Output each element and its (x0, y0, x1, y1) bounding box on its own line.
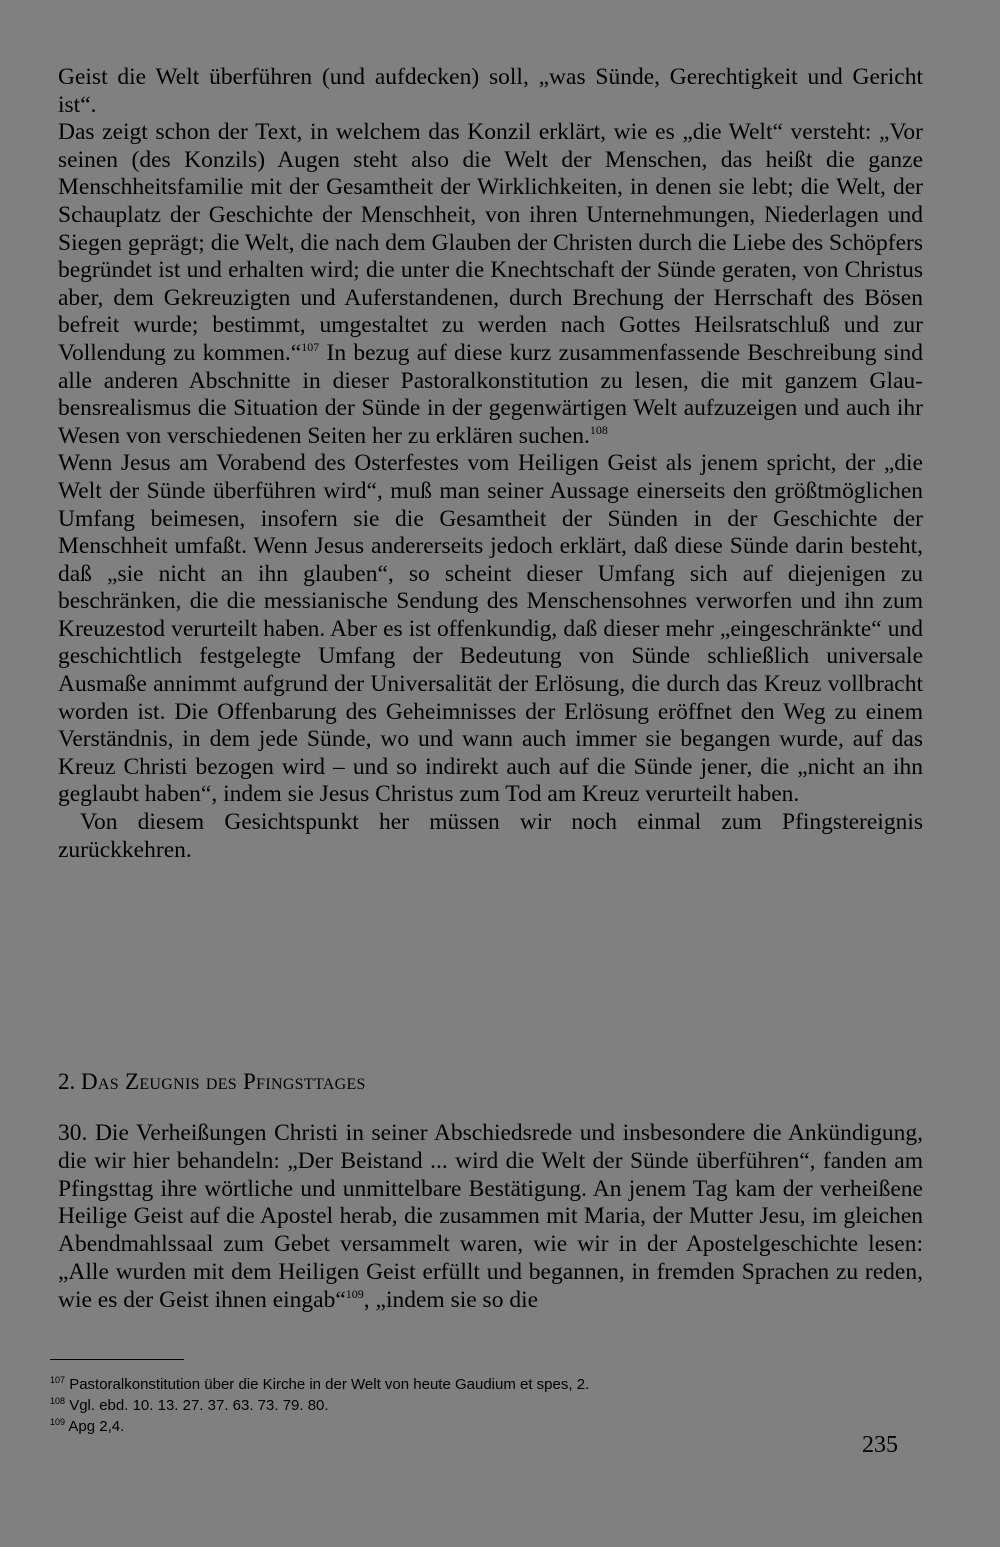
footnote-ref-107: 107 (301, 339, 320, 354)
body-text (58, 64, 923, 864)
section-30-text (58, 1120, 923, 1315)
section-title: Das Zeugnis des Pfingsttages (81, 1069, 366, 1094)
footnote-108: $^{108}$ Vgl. ebd. 10. 13. 27. 37. 63. 73. 79. 80. (50, 1396, 329, 1414)
footnote-109: $^{109}$ Apg 2,4. (50, 1417, 125, 1435)
page-number: 235 (862, 1432, 898, 1458)
paragraph-continuation: Geist die Welt überführen (und aufdecken) soll, „was Sünde, Gerechtigkeit und Gericht ist“. (58, 64, 923, 118)
footnote-107: $^{107}$ Pastoralkonstitution über die Kirche in der Welt von heute Gaudium et spes, 2. (50, 1375, 590, 1393)
paragraph-council-quote: Das zeigt schon der Text, in welchem das Konzil erklärt, wie es „die Welt“ versteht: „Vor seinen (des Konzils) Augen steht also die Welt der Menschen, das heißt die ganze Menschheitsfamilie mit der Gesamtheit der Wirklichkeiten, in denen sie lebt; die Welt, der Schauplatz der Geschichte der Menschheit, von ihren Unternehmungen, Niederlagen und Siegen geprägt; die Welt, die nach dem Glauben der Christen durch die Liebe des Schöpfers begründet ist und erhalten wird; die unter die Knechtschaft der Sünde geraten, von Christus aber, dem Gekreuzigten und Auferstandenen, durch Brechung der Herrschaft des Bösen befreit wurde; bestimmt, umgestaltet zu werden nach Gottes Heilsratschluß und zur Vollendung zu kommen.“$^{107}$ In bezug auf diese kurz zusammenfassende Beschreibung sind alle anderen Abschnitte in dieser Pastoralkonstitution zu lesen, die mit ganzem Glaubensrealismus die Situation der Sünde in der gegenwärtigen Welt aufzuzeigen und auch ihr Wesen von verschiedenen Seiten her zu erklären suchen.$^{108}$ (58, 119, 923, 449)
section-heading (58, 1068, 923, 1096)
footnotes (50, 1374, 920, 1437)
paragraph-pentecost-return: Von diesem Gesichtspunkt her müssen wir noch einmal zum Pfingstereignis zurückkehren. (58, 809, 923, 863)
footnote-ref-108: 108 (589, 422, 608, 437)
paragraph-jesus-sin: Wenn Jesus am Vorabend des Osterfestes vom Heiligen Geist als jenem spricht, der „die Welt der Sünde überführen wird“, muß man seiner Aussage einerseits den größtmöglichen Umfang beimesen, insofern sie die Gesamtheit der Sünden in der Geschichte der Menschheit umfaßt. Wenn Jesus andererseits jedoch erklärt, daß diese Sünde darin besteht, daß „sie nicht an ihn glauben“, so scheint dieser Umfang sich auf diejenigen zu beschränken, die die messianische Sendung des Menschensohnes verworfen und ihn zum Kreuzestod verurteilt haben. Aber es ist offenkundig, daß dieser mehr „eingeschränkte“ und geschichtlich festgelegte Umfang der Bedeutung von Sünde schließlich universale Ausmaße annimmt aufgrund der Universalität der Erlösung, die durch das Kreuz vollbracht worden ist. Die Offenbarung des Geheimnisses der Erlösung eröffnet den Weg zu einem Verständnis, in dem jede Sünde, wo und wann auch immer sie begangen wurde, auf das Kreuz Christi bezogen wird – und so indirekt auch auf die Sünde jener, die „nicht an ihn geglaubt haben“, indem sie Jesus Christus zum Tod am Kreuz verurteilt haben. (58, 450, 923, 808)
section-number: 2. (58, 1069, 76, 1094)
paragraph-30: 30. Die Verheißungen Christi in seiner Abschiedsrede und insbesondere die Ankündigung, die wir hier behandeln: „Der Beistand ... wird die Welt der Sünde überführen“, fanden am Pfingsttag ihre wörtliche und unmittelbare Bestätigung. An jenem Tag kam der verheißene Heilige Geist auf die Apostel herab, die zusammen mit Maria, der Mutter Jesu, im gleichen Abendmahlssaal zum Gebet versammelt waren, wie wir in der Apostelgeschichte lesen: „Alle wurden mit dem Heiligen Geist erfüllt und begannen, in fremden Sprachen zu reden, wie es der Geist ihnen eingab“$^{109}$, „indem sie so die (58, 1120, 923, 1313)
footnote-divider (50, 1359, 184, 1360)
footnote-ref-109: 109 (345, 1286, 364, 1301)
